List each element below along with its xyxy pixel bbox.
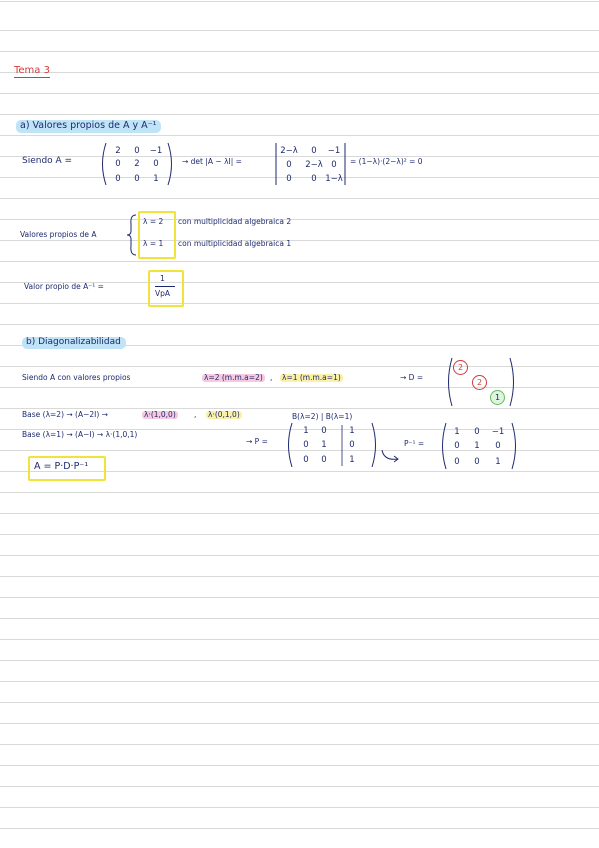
comma-separator: , <box>270 373 273 382</box>
arrow-d-label: → D = <box>400 373 424 382</box>
fraction-bar <box>155 286 175 287</box>
matrix-a-cell: 0 <box>153 159 159 169</box>
matrix-a-cell: 1 <box>153 174 159 184</box>
eigen-2-text: con multiplicidad algebraica 1 <box>178 239 292 248</box>
matrix-p-cell: 0 <box>321 455 327 465</box>
det-matrix-cell: −1 <box>327 146 341 156</box>
det-matrix-cell: 2−λ <box>280 146 298 156</box>
matrix-p-inverse <box>440 422 518 470</box>
det-matrix-cell: 2−λ <box>305 160 323 170</box>
matrix-a-cell: 0 <box>115 159 121 169</box>
matrix-p-inverse-cell: 0 <box>474 427 480 437</box>
base-1-text: Base (λ=2) → (A−2I) → <box>22 410 108 419</box>
base-1-separator: , <box>194 410 197 419</box>
inverse-label: Valor propio de A⁻¹ = <box>24 282 104 291</box>
eigen-2-value: λ = 1 <box>143 239 164 248</box>
matrix-p-inverse-cell: 1 <box>474 441 480 451</box>
det-matrix-cell: 0 <box>286 174 292 184</box>
d-diag-entry: 1 <box>490 390 505 405</box>
page-title: Tema 3 <box>14 65 50 76</box>
matrix-p-cell: 1 <box>349 426 355 436</box>
matrix-p-inverse-cell: 0 <box>454 457 460 467</box>
matrix-p-cell: 0 <box>349 440 355 450</box>
det-matrix-cell: 0 <box>331 160 337 170</box>
matrix-a-cell: −1 <box>149 146 163 156</box>
eigen-1-text: con multiplicidad algebraica 2 <box>178 217 292 226</box>
lambda-1-multiplicity: λ=1 (m.m.a=1) <box>282 373 341 382</box>
d-diag-entry: 2 <box>472 375 487 390</box>
matrix-p-inverse-cell: 1 <box>454 427 460 437</box>
matrix-p-cell: 0 <box>303 440 309 450</box>
section-a-heading: a) Valores propios de A y A⁻¹ <box>16 120 161 133</box>
base-2-text: Base (λ=1) → (A−I) → λ·(1,0,1) <box>22 430 138 439</box>
p-inverse-label: P⁻¹ = <box>404 439 425 448</box>
curved-arrow-icon <box>380 448 402 464</box>
matrix-p-cell: 1 <box>321 440 327 450</box>
matrix-a-cell: 2 <box>134 159 140 169</box>
matrix-p-inverse-cell: 1 <box>495 457 501 467</box>
eigen-1-value: λ = 2 <box>143 217 164 226</box>
det-result: = (1−λ)·(2−λ)² = 0 <box>350 157 423 166</box>
det-matrix-cell: 0 <box>311 174 317 184</box>
matrix-p-inverse-cell: −1 <box>491 427 505 437</box>
matrix-a-cell: 0 <box>115 174 121 184</box>
matrix-p-inverse-cell: 0 <box>495 441 501 451</box>
matrix-p-cell: 1 <box>303 426 309 436</box>
left-brace-icon <box>126 214 138 256</box>
base-1-vector-1: λ·(1,0,0) <box>144 410 176 419</box>
matrix-a-cell: 0 <box>134 174 140 184</box>
matrix-a <box>100 142 174 186</box>
inverse-numerator: 1 <box>160 274 165 283</box>
det-matrix-cell: 1−λ <box>325 174 343 184</box>
matrix-a-cell: 0 <box>134 146 140 156</box>
matrix-p-inverse-cell: 0 <box>454 441 460 451</box>
matrix-a-cell: 2 <box>115 146 121 156</box>
d-diag-entry: 2 <box>453 360 468 375</box>
matrix-p-inverse-cell: 0 <box>474 457 480 467</box>
siendo-b-prefix: Siendo A con valores propios <box>22 373 131 382</box>
inverse-denominator: VpA <box>155 289 171 298</box>
det-matrix-cell: 0 <box>286 160 292 170</box>
matrix-d <box>446 357 516 407</box>
eigen-label: Valores propios de A <box>20 230 97 239</box>
det-matrix <box>273 142 347 186</box>
matrix-p-cell: 0 <box>303 455 309 465</box>
p-label: → P = <box>246 437 268 446</box>
matrix-p-cell: 1 <box>349 455 355 465</box>
section-b-heading: b) Diagonalizabilidad <box>22 337 126 349</box>
det-expression: → det |A − λI| = <box>182 157 242 166</box>
base-1-vector-2: λ·(0,1,0) <box>208 410 240 419</box>
matrix-p-cell: 0 <box>321 426 327 436</box>
matrix-p <box>286 422 378 468</box>
p-column-header: B(λ=2) | B(λ=1) <box>292 412 353 421</box>
lambda-2-multiplicity: λ=2 (m.m.a=2) <box>204 373 263 382</box>
siendo-label: Siendo A = <box>22 156 73 166</box>
diagonalization-formula: A = P·D·P⁻¹ <box>34 461 89 472</box>
det-matrix-cell: 0 <box>311 146 317 156</box>
